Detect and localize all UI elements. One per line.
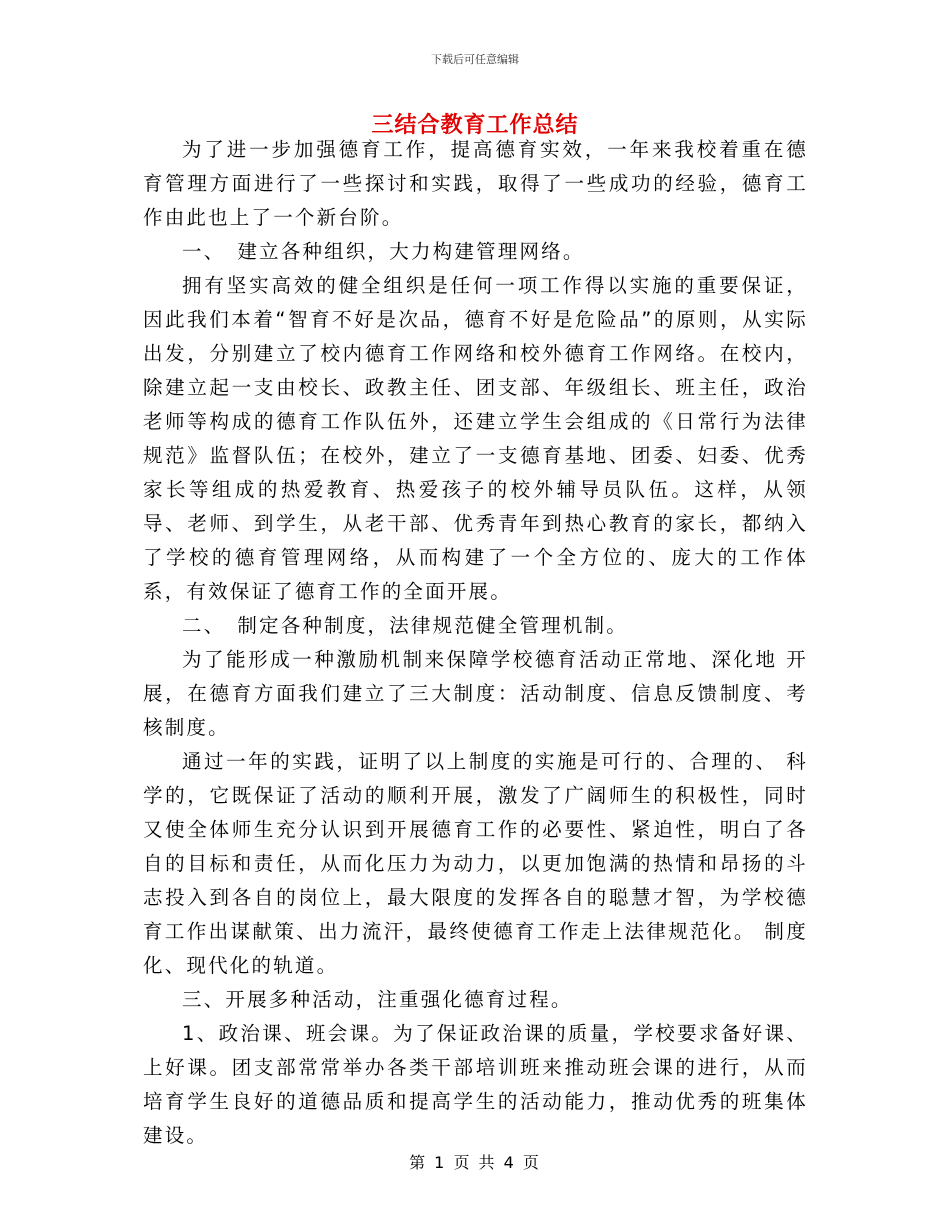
paragraph-activities-1: 1、政治课、班会课。为了保证政治课的质量，学校要求备好课、上好课。团支部常常举办各类干部培训班来推动班会课的进行，从而培育学生良好的道德品质和提高学生的活动能力，推动优秀的班集体建设。 [143,1022,808,1147]
paragraph-intro: 为了进一步加强德育工作，提高德育实效，一年来我校着重在德育管理方面进行了一些探讨和实践，取得了一些成功的经验，德育工作由此也上了一个新台阶。 [143,138,808,229]
page-number: 第 1 页 共 4 页 [409,1153,541,1172]
section-heading-3: 三、开展多种活动，注重强化德育过程。 [182,988,573,1011]
header-note: 下载后可任意编辑 [431,53,519,66]
paragraph-practice: 通过一年的实践，证明了以上制度的实施是可行的、合理的、 科学的，它既保证了活动的顺利开展，激发了广阔师生的积极性，同时又使全体师生充分认识到开展德育工作的必要性、紧迫性，明白了各自的目标和责任，从而化压力为动力，以更加饱满的热情和昂扬的斗志投入到各自的岗位上，最大限度的发挥各自的聪慧才智，为学校德育工作出谋献策、出力流汗，最终使德育工作走上法律规范化。 制度化、现代化的轨道。 [143,750,808,977]
paragraph-system: 为了能形成一种激励机制来保障学校德育活动正常地、深化地 开展，在德育方面我们建立了三大制度：活动制度、信息反馈制度、考核制度。 [143,648,808,739]
section-heading-1: 一、 建立各种组织，大力构建管理网络。 [182,240,585,263]
section-heading-2: 二、 制定各种制度，法律规范健全管理机制。 [182,614,628,637]
paragraph-organization: 拥有坚实高效的健全组织是任何一项工作得以实施的重要保证，因此我们本着“智育不好是次品，德育不好是危险品”的原则，从实际出发，分别建立了校内德育工作网络和校外德育工作网络。在校内，除建立起一支由校长、政教主任、团支部、年级组长、班主任，政治老师等构成的德育工作队伍外，还建立学生会组成的《日常行为法律规范》监督队伍；在校外，建立了一支德育基地、团委、妇委、优秀家长等组成的热爱教育、热爱孩子的校外辅导员队伍。这样，从领导、老师、到学生，从老干部、优秀青年到热心教育的家长，都纳入了学校的德育管理网络，从而构建了一个全方位的、庞大的工作体系，有效保证了德育工作的全面开展。 [143,274,808,603]
document-body [143,133,808,1153]
document-title: 三结合教育工作总结 [371,113,579,138]
